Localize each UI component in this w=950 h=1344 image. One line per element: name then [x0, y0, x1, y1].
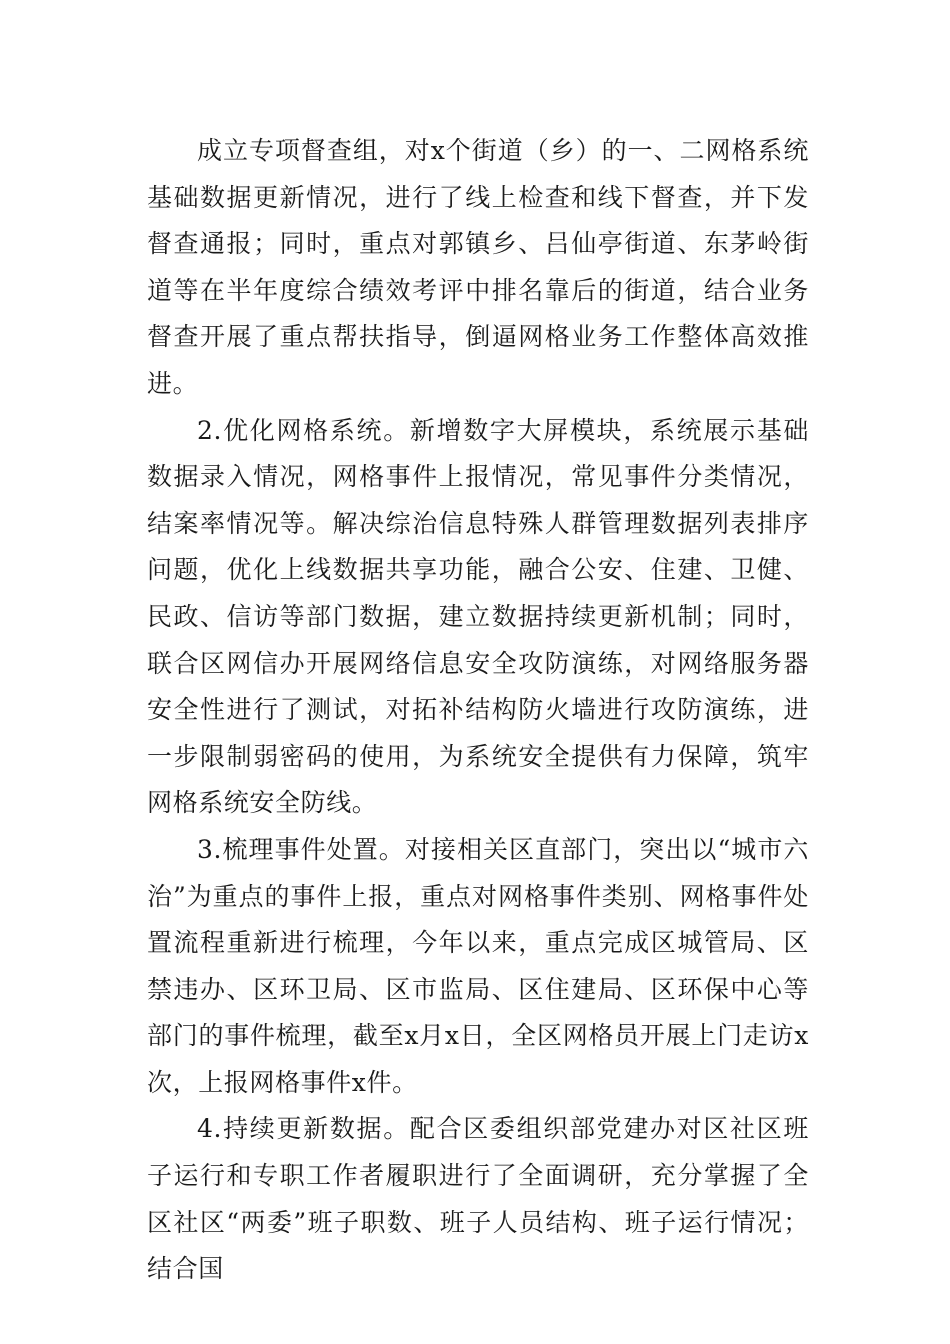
paragraph-supervision: 成立专项督查组，对x个街道（乡）的一、二网格系统基础数据更新情况，进行了线上检查和线下督查，并下发督查通报；同时，重点对郭镇乡、吕仙亭街道、东茅岭街道等在半年度综合绩效考评中排名靠后的街道，结合业务督查开展了重点帮扶指导，倒逼网格业务工作整体高效推进。: [147, 136, 809, 398]
paragraph-optimize-grid-system: 2.优化网格系统。新增数字大屏模块，系统展示基础数据录入情况，网格事件上报情况，常见事件分类情况，结案率情况等。解决综治信息特殊人群管理数据列表排序问题，优化上线数据共享功能，融合公安、住建、卫健、民政、信访等部门数据，建立数据持续更新机制；同时，联合区网信办开展网络信息安全攻防演练，对网络服务器安全性进行了测试，对拓补结构防火墙进行攻防演练，进一步限制弱密码的使用，为系统安全提供有力保障，筑牢网格系统安全防线。: [147, 415, 809, 818]
paragraph-event-handling: 3.梳理事件处置。对接相关区直部门，突出以“城市六治”为重点的事件上报，重点对网格事件类别、网格事件处置流程重新进行梳理，今年以来，重点完成区城管局、区禁违办、区环卫局、区市监局、区住建局、区环保中心等部门的事件梳理，截至x月x日，全区网格员开展上门走访x次，上报网格事件x件。: [147, 834, 809, 1097]
paragraph-update-data: 4.持续更新数据。配合区委组织部党建办对区社区班子运行和专职工作者履职进行了全面调研，充分掌握了全区社区“两委”班子职数、班子人员结构、班子运行情况；结合国: [147, 1114, 809, 1284]
document-body: [147, 128, 809, 1293]
